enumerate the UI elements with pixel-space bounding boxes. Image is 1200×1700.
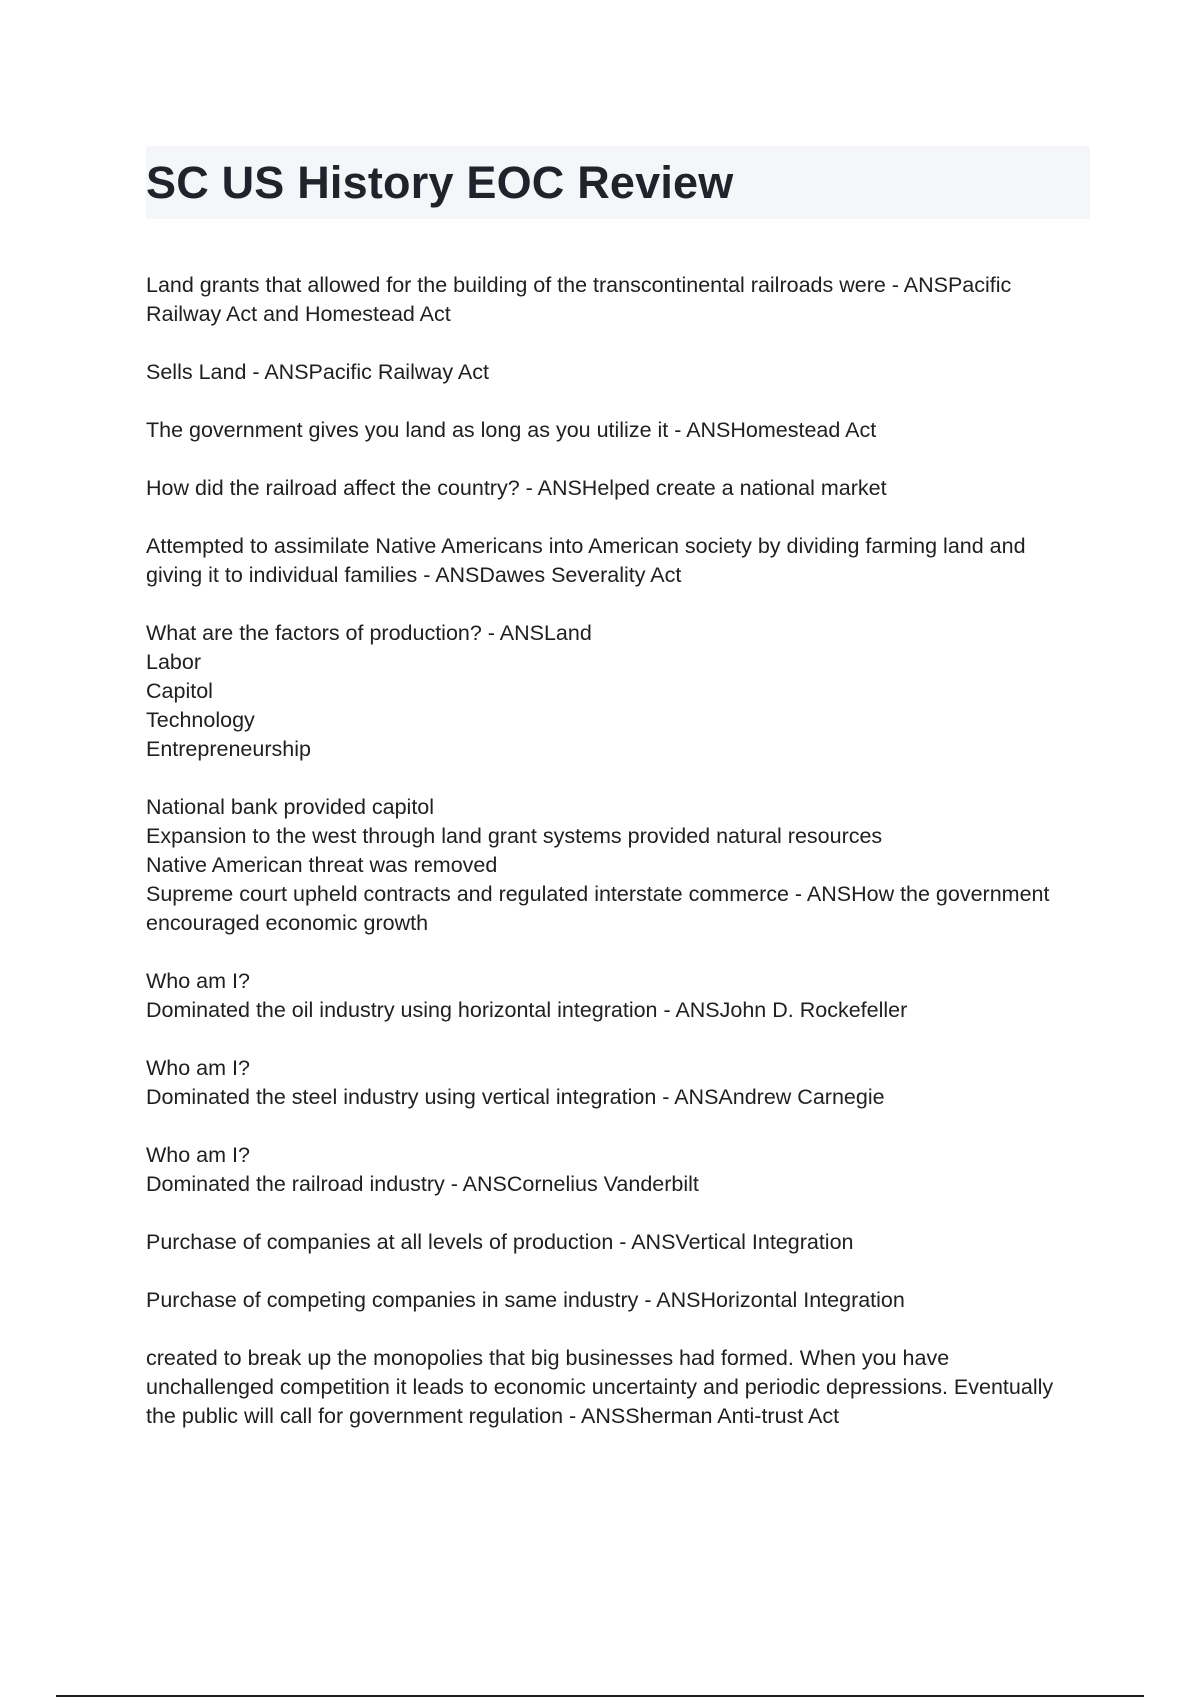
title-banner: [146, 146, 1090, 219]
qa-entry: [146, 474, 1090, 503]
entry-text: encouraged economic growth: [146, 911, 429, 935]
entry-text: Railway Act and Homestead Act: [146, 302, 451, 326]
footer-divider: [56, 1695, 1144, 1697]
entry-text: Dominated the railroad industry - ANSCornelius Vanderbilt: [146, 1172, 699, 1196]
entry-text: Capitol: [146, 679, 213, 703]
qa-entry: [146, 967, 1090, 1025]
entry-text: giving it to individual families - ANSDawes Severality Act: [146, 563, 682, 587]
qa-entry: [146, 358, 1090, 387]
entry-text: Purchase of competing companies in same industry - ANSHorizontal Integration: [146, 1288, 905, 1312]
entry-text: National bank provided capitol: [146, 795, 435, 819]
qa-entry: [146, 416, 1090, 445]
entry-text: Who am I?: [146, 1056, 250, 1080]
entry-text: Purchase of companies at all levels of production - ANSVertical Integration: [146, 1230, 854, 1254]
entry-text: Dominated the steel industry using vertical integration - ANSAndrew Carnegie: [146, 1085, 885, 1109]
entry-text: Dominated the oil industry using horizontal integration - ANSJohn D. Rockefeller: [146, 998, 908, 1022]
entry-text: Attempted to assimilate Native Americans into American society by dividing farming land and: [146, 534, 1026, 558]
entry-text: Technology: [146, 708, 255, 732]
entry-text: The government gives you land as long as you utilize it - ANSHomestead Act: [146, 418, 877, 442]
entry-text: How did the railroad affect the country? - ANSHelped create a national market: [146, 476, 887, 500]
entry-text: the public will call for government regulation - ANSSherman Anti-trust Act: [146, 1404, 840, 1428]
entry-text: unchallenged competition it leads to economic uncertainty and periodic depressions. Eventually: [146, 1375, 1054, 1399]
qa-entry: [146, 619, 1090, 764]
document-body: [146, 271, 1090, 1460]
page-title: SC US History EOC Review: [146, 157, 734, 208]
qa-entry: [146, 793, 1090, 938]
qa-entry: [146, 1141, 1090, 1199]
entry-text: Supreme court upheld contracts and regulated interstate commerce - ANSHow the government: [146, 882, 1050, 906]
entry-text: Expansion to the west through land grant systems provided natural resources: [146, 824, 883, 848]
qa-entry: [146, 271, 1090, 329]
entry-text: Who am I?: [146, 1143, 250, 1167]
qa-entry: [146, 1286, 1090, 1315]
entry-text: Sells Land - ANSPacific Railway Act: [146, 360, 489, 384]
entry-text: Native American threat was removed: [146, 853, 498, 877]
qa-entry: [146, 532, 1090, 590]
qa-entry: [146, 1054, 1090, 1112]
qa-entry: [146, 1344, 1090, 1431]
entry-text: created to break up the monopolies that big businesses had formed. When you have: [146, 1346, 950, 1370]
entry-text: Entrepreneurship: [146, 737, 311, 761]
qa-entry: [146, 1228, 1090, 1257]
entry-text: Land grants that allowed for the building of the transcontinental railroads were - ANSPacific: [146, 273, 1012, 297]
entry-text: Labor: [146, 650, 201, 674]
entry-text: Who am I?: [146, 969, 250, 993]
entry-text: What are the factors of production? - ANSLand: [146, 621, 592, 645]
